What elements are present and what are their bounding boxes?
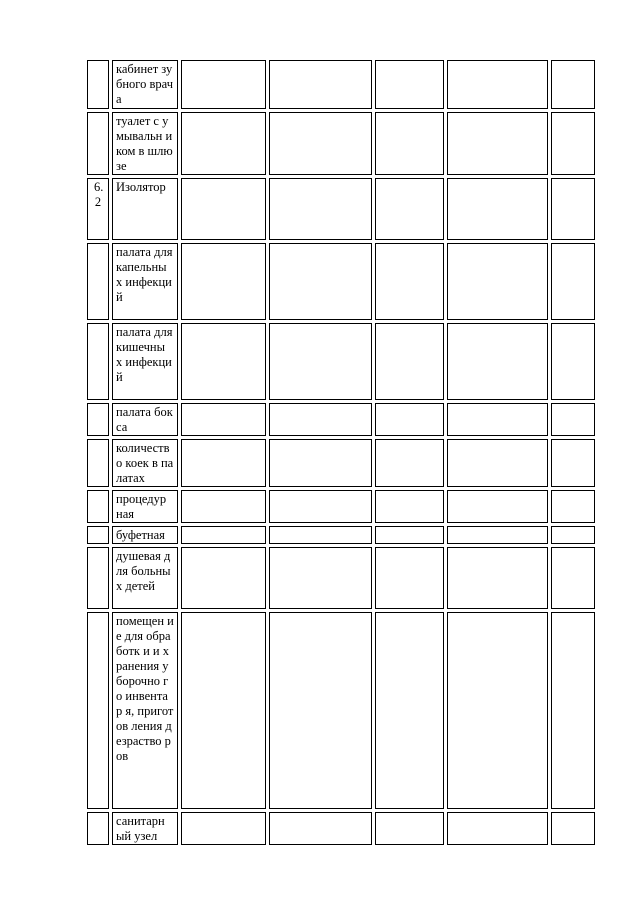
empty-cell (551, 112, 595, 175)
empty-cell (375, 439, 444, 487)
empty-cell (269, 243, 372, 320)
empty-cell (181, 612, 266, 809)
empty-cell (551, 526, 595, 544)
empty-cell (551, 323, 595, 400)
empty-cell (269, 112, 372, 175)
empty-cell (447, 243, 548, 320)
empty-cell (551, 612, 595, 809)
empty-cell (447, 812, 548, 845)
table-row (87, 490, 595, 523)
table-row (87, 178, 595, 240)
empty-cell (551, 439, 595, 487)
row-number-cell (87, 403, 109, 436)
row-number-cell (87, 812, 109, 845)
table-row (87, 812, 595, 845)
room-name-cell (112, 112, 178, 175)
room-name-cell (112, 526, 178, 544)
room-name: палата бокса (116, 405, 173, 434)
row-number-cell (87, 323, 109, 400)
room-name-cell (112, 60, 178, 109)
room-name: буфетная (116, 528, 165, 542)
empty-cell (551, 178, 595, 240)
empty-cell (447, 490, 548, 523)
empty-cell (181, 403, 266, 436)
empty-cell (375, 243, 444, 320)
empty-cell (181, 547, 266, 609)
table-row (87, 243, 595, 320)
empty-cell (447, 547, 548, 609)
table-row (87, 112, 595, 175)
empty-cell (447, 60, 548, 109)
empty-cell (551, 490, 595, 523)
empty-cell (375, 547, 444, 609)
empty-cell (181, 323, 266, 400)
rooms-table (84, 57, 598, 848)
empty-cell (269, 547, 372, 609)
empty-cell (269, 490, 372, 523)
room-name-cell (112, 403, 178, 436)
empty-cell (447, 323, 548, 400)
empty-cell (269, 178, 372, 240)
empty-cell (269, 323, 372, 400)
empty-cell (551, 812, 595, 845)
empty-cell (181, 490, 266, 523)
empty-cell (447, 612, 548, 809)
empty-cell (375, 178, 444, 240)
room-name-cell (112, 612, 178, 809)
empty-cell (181, 243, 266, 320)
empty-cell (551, 60, 595, 109)
room-name-cell (112, 178, 178, 240)
empty-cell (181, 812, 266, 845)
room-name: процедур ная (116, 492, 167, 521)
empty-cell (269, 526, 372, 544)
empty-cell (375, 403, 444, 436)
empty-cell (269, 403, 372, 436)
empty-cell (447, 112, 548, 175)
table-row (87, 323, 595, 400)
page-mark (102, 872, 103, 884)
row-number-cell (87, 60, 109, 109)
room-name: санитарн ый узел (116, 814, 165, 843)
empty-cell (447, 526, 548, 544)
room-name-cell (112, 439, 178, 487)
room-name: душевая для больных детей (116, 549, 171, 593)
room-name-cell (112, 243, 178, 320)
room-name: помещен ие для обработк и и хранения уборочно го инвентар я, приготов ления дезраство ров (116, 614, 174, 763)
room-name: палата для капельны х инфекций (116, 245, 173, 304)
row-number-cell (87, 547, 109, 609)
empty-cell (269, 60, 372, 109)
table-row (87, 526, 595, 544)
room-name-cell (112, 812, 178, 845)
empty-cell (375, 112, 444, 175)
room-name: количеств о коек в палатах (116, 441, 174, 485)
empty-cell (375, 612, 444, 809)
room-name-cell (112, 547, 178, 609)
empty-cell (375, 526, 444, 544)
row-number-cell (87, 612, 109, 809)
row-number-cell (87, 526, 109, 544)
room-name: туалет с умывальн иком в шлюзе (116, 114, 173, 173)
empty-cell (181, 60, 266, 109)
row-number-cell (87, 243, 109, 320)
empty-cell (375, 490, 444, 523)
empty-cell (551, 243, 595, 320)
table-row (87, 547, 595, 609)
empty-cell (447, 439, 548, 487)
row-number-cell (87, 439, 109, 487)
empty-cell (375, 812, 444, 845)
table-row (87, 439, 595, 487)
row-number-cell (87, 490, 109, 523)
empty-cell (447, 403, 548, 436)
empty-cell (375, 323, 444, 400)
row-number-cell (87, 112, 109, 175)
empty-cell (181, 439, 266, 487)
room-name: кабинет зубного врача (116, 62, 173, 106)
empty-cell (375, 60, 444, 109)
table-row (87, 403, 595, 436)
empty-cell (447, 178, 548, 240)
empty-cell (551, 403, 595, 436)
row-number: 6.2 (94, 180, 104, 209)
row-number-cell (87, 178, 109, 240)
empty-cell (181, 526, 266, 544)
empty-cell (269, 439, 372, 487)
empty-cell (181, 178, 266, 240)
empty-cell (551, 547, 595, 609)
room-name-cell (112, 490, 178, 523)
table-row (87, 612, 595, 809)
room-name-cell (112, 323, 178, 400)
table-row (87, 60, 595, 109)
empty-cell (269, 612, 372, 809)
room-name: Изолятор (116, 180, 166, 194)
room-name: палата для кишечны х инфекций (116, 325, 173, 384)
empty-cell (181, 112, 266, 175)
empty-cell (269, 812, 372, 845)
